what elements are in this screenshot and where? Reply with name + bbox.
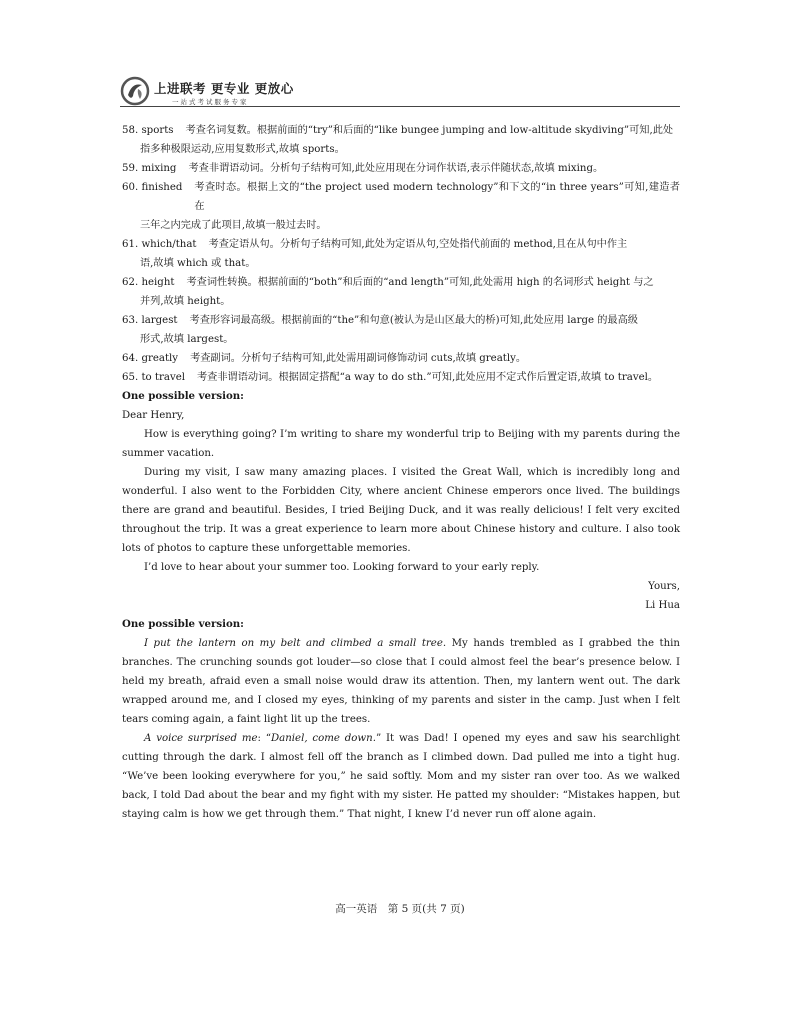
- item-explanation: 考查名词复数。根据前面的“try”和后面的“like bungee jumping and low-altitude skydiving”可知,此处: [185, 125, 674, 136]
- item-number: 62.: [122, 277, 139, 288]
- answer-item-63: [122, 311, 680, 330]
- answer-item-59: [122, 159, 680, 178]
- header-divider: [120, 106, 680, 107]
- header-subtitle: 一站式考试服务专家: [172, 98, 249, 106]
- item-explanation: 考查时态。根据上文的“the project used modern technology”和下文的“in three years”可知,建造者在: [194, 182, 680, 212]
- item-answer: height: [141, 277, 175, 288]
- item-explanation-cont: 形式,故填 largest。: [140, 334, 234, 345]
- answer-item-60: [122, 178, 680, 216]
- item-number: 61.: [122, 239, 139, 250]
- item-explanation-cont: 三年之内完成了此项目,故填一般过去时。: [140, 220, 327, 231]
- answer-item-64: [122, 349, 680, 368]
- story-text: My hands trembled as I grabbed the thin branches. The crunching sounds got louder—so close that I could almost feel the bear’s presence below. I held my breath, afraid even a small noise would draw its attention. Then, my lantern went out. The dark wrapped around me, and I closed my eyes, thinking of my parents and sister in the camp. Just when I felt tears coming again, a faint light lit up the trees.: [122, 638, 680, 725]
- item-answer: greatly: [141, 353, 179, 364]
- letter-closing: Yours,: [648, 581, 680, 592]
- story-text: ” It was Dad! I opened my eyes and saw his searchlight cutting through the dark. I almost fell off the branch as I climbed down. Dad pulled me into a tight hug. “We’ve been looking everywhere for you,” he said softly. Mom and my sister ran over too. As we walked back, I told Dad about the bear and my fight with my sister. He patted my shoulder: “Mistakes happen, but staying calm is how we get through them.” That night, I knew I’d never run off alone again.: [122, 733, 680, 820]
- item-explanation: 考查定语从句。分析句子结构可知,此处为定语从句,空处指代前面的 method,且在从句中作主: [208, 239, 628, 250]
- item-explanation: 考查副词。分析句子结构可知,此处需用副词修饰动词 cuts,故填 greatly。: [190, 353, 527, 364]
- item-explanation: 考查非谓语动词。根据固定搭配“a way to do sth.”可知,此处应用不定式作后置定语,故填 to travel。: [197, 372, 659, 383]
- swirl-logo-icon: [120, 76, 150, 106]
- answer-list: [122, 121, 680, 387]
- page-footer: 高一英语 第 5 页(共 7 页): [335, 903, 465, 915]
- answer-content: [122, 121, 680, 824]
- story-paragraph: [122, 729, 680, 824]
- item-number: 64.: [122, 353, 139, 364]
- story-paragraph: [122, 634, 680, 729]
- answer-item-65: [122, 368, 680, 387]
- letter-heading: One possible version:: [122, 390, 244, 402]
- item-number: 60.: [122, 182, 139, 193]
- item-explanation-cont: 并列,故填 height。: [140, 296, 231, 307]
- item-explanation: 考查非谓语动词。分析句子结构可知,此处应用现在分词作状语,表示伴随状态,故填 mixing。: [188, 163, 604, 174]
- item-answer: sports: [141, 125, 174, 136]
- story-text: : “: [257, 733, 271, 744]
- story-quote: Daniel, come down.: [271, 733, 376, 744]
- item-answer: which/that: [141, 239, 197, 250]
- item-explanation-cont: 语,故填 which 或 that。: [140, 258, 256, 269]
- story-heading: One possible version:: [122, 618, 244, 630]
- story-section: [122, 615, 680, 824]
- letter-paragraph: During my visit, I saw many amazing places. I visited the Great Wall, which is incredibly long and wonderful. I also went to the Forbidden City, where ancient Chinese emperors once lived. The buildings there are grand and beautiful. Besides, I tried Beijing Duck, and it was really delicious! I felt very excited throughout the trip. It was a great experience to learn more about Chinese history and culture. I also took lots of photos to capture these unforgettable memories.: [122, 467, 680, 554]
- answer-item-58: [122, 121, 680, 140]
- item-answer: mixing: [141, 163, 177, 174]
- item-explanation: 考查词性转换。根据前面的“both”和后面的“and length”可知,此处需用 high 的名词形式 height 与之: [186, 277, 654, 288]
- answer-item-61: [122, 235, 680, 254]
- letter-paragraph: I’d love to hear about your summer too. Looking forward to your early reply.: [144, 562, 540, 573]
- item-number: 63.: [122, 315, 139, 326]
- item-explanation: 考查形容词最高级。根据前面的“the”和句意(被认为是山区最大的桥)可知,此处应用 large 的最高级: [189, 315, 638, 326]
- item-answer: finished: [141, 182, 183, 193]
- item-number: 59.: [122, 163, 139, 174]
- letter-paragraph: How is everything going? I’m writing to share my wonderful trip to Beijing with my parents during the summer vacation.: [122, 429, 680, 459]
- item-explanation-cont: 指多种极限运动,应用复数形式,故填 sports。: [140, 144, 345, 155]
- story-given-sentence: I put the lantern on my belt and climbed a small tree.: [144, 638, 447, 649]
- letter-section: [122, 387, 680, 615]
- item-number: 65.: [122, 372, 139, 383]
- letter-salutation: Dear Henry,: [122, 410, 185, 421]
- header-slogan: 上进联考 更专业 更放心: [154, 81, 294, 96]
- item-answer: largest: [141, 315, 178, 326]
- story-given-sentence: A voice surprised me: [144, 733, 258, 744]
- item-answer: to travel: [141, 372, 185, 383]
- answer-item-62: [122, 273, 680, 292]
- letter-signature: Li Hua: [645, 600, 680, 611]
- page-header: [120, 76, 680, 110]
- item-number: 58.: [122, 125, 139, 136]
